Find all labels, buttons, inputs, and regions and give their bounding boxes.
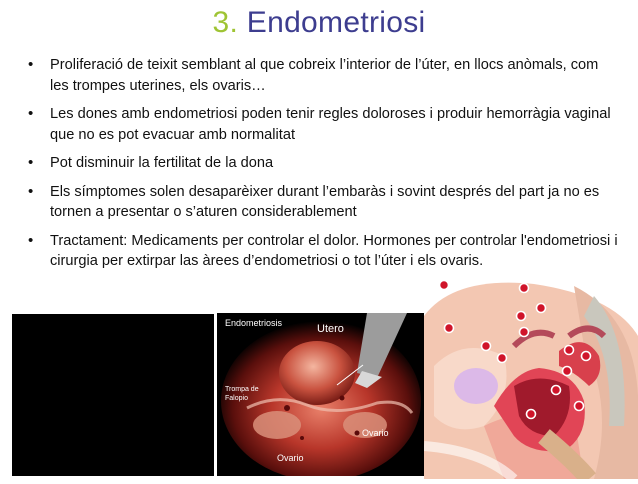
bullet-icon: • (28, 56, 34, 73)
photo-label-ovario-right: Ovario (362, 428, 389, 438)
bullet-icon: • (28, 105, 34, 122)
slide-title (0, 6, 638, 40)
bullet-item (28, 231, 618, 272)
bullet-icon: • (28, 154, 34, 171)
photo-label-ovario-left: Ovario (277, 453, 304, 463)
bullet-item (28, 55, 618, 96)
bullet-icon: • (28, 231, 34, 249)
black-image-placeholder (12, 314, 214, 476)
bullet-item (28, 182, 618, 223)
bullet-text: Els símptomes solen desaparèixer durant l’embaràs i sovint després del part ja no es tornen a presentar o s’aturen considerablement (50, 183, 600, 220)
bullet-text: Proliferació de teixit semblant al que cobreix l’interior de l’úter, en llocs anòmals, com les trompes uterines, els ovaris… (50, 57, 599, 94)
title-number: 3. (212, 6, 239, 39)
pelvis-illustration (424, 276, 638, 479)
bullet-text: Tractament: Medicaments per controlar el dolor. Hormones per controlar l'endometriosi i cirurgia per extirpar las àrees d’endometriosi o tot l’úter i els ovaris. (50, 232, 618, 269)
bullet-list (28, 55, 618, 280)
photo-label-utero: Utero (317, 323, 344, 335)
pelvis-anatomy-diagram (424, 276, 638, 479)
photo-label-trompa: Trompa de Falopio (225, 386, 259, 402)
laparoscopy-photo (217, 313, 424, 476)
photo-label-endometriosis: Endometriosis (225, 318, 283, 328)
bullet-text: Pot disminuir la fertilitat de la dona (50, 155, 274, 171)
title-text: Endometriosi (246, 6, 426, 39)
bullet-icon: • (28, 182, 34, 200)
bullet-item (28, 104, 618, 145)
bullet-text: Les dones amb endometriosi poden tenir regles doloroses i produir hemorràgia vaginal que no es pot evacuar amb normalitat (50, 106, 611, 143)
bullet-item (28, 153, 618, 174)
